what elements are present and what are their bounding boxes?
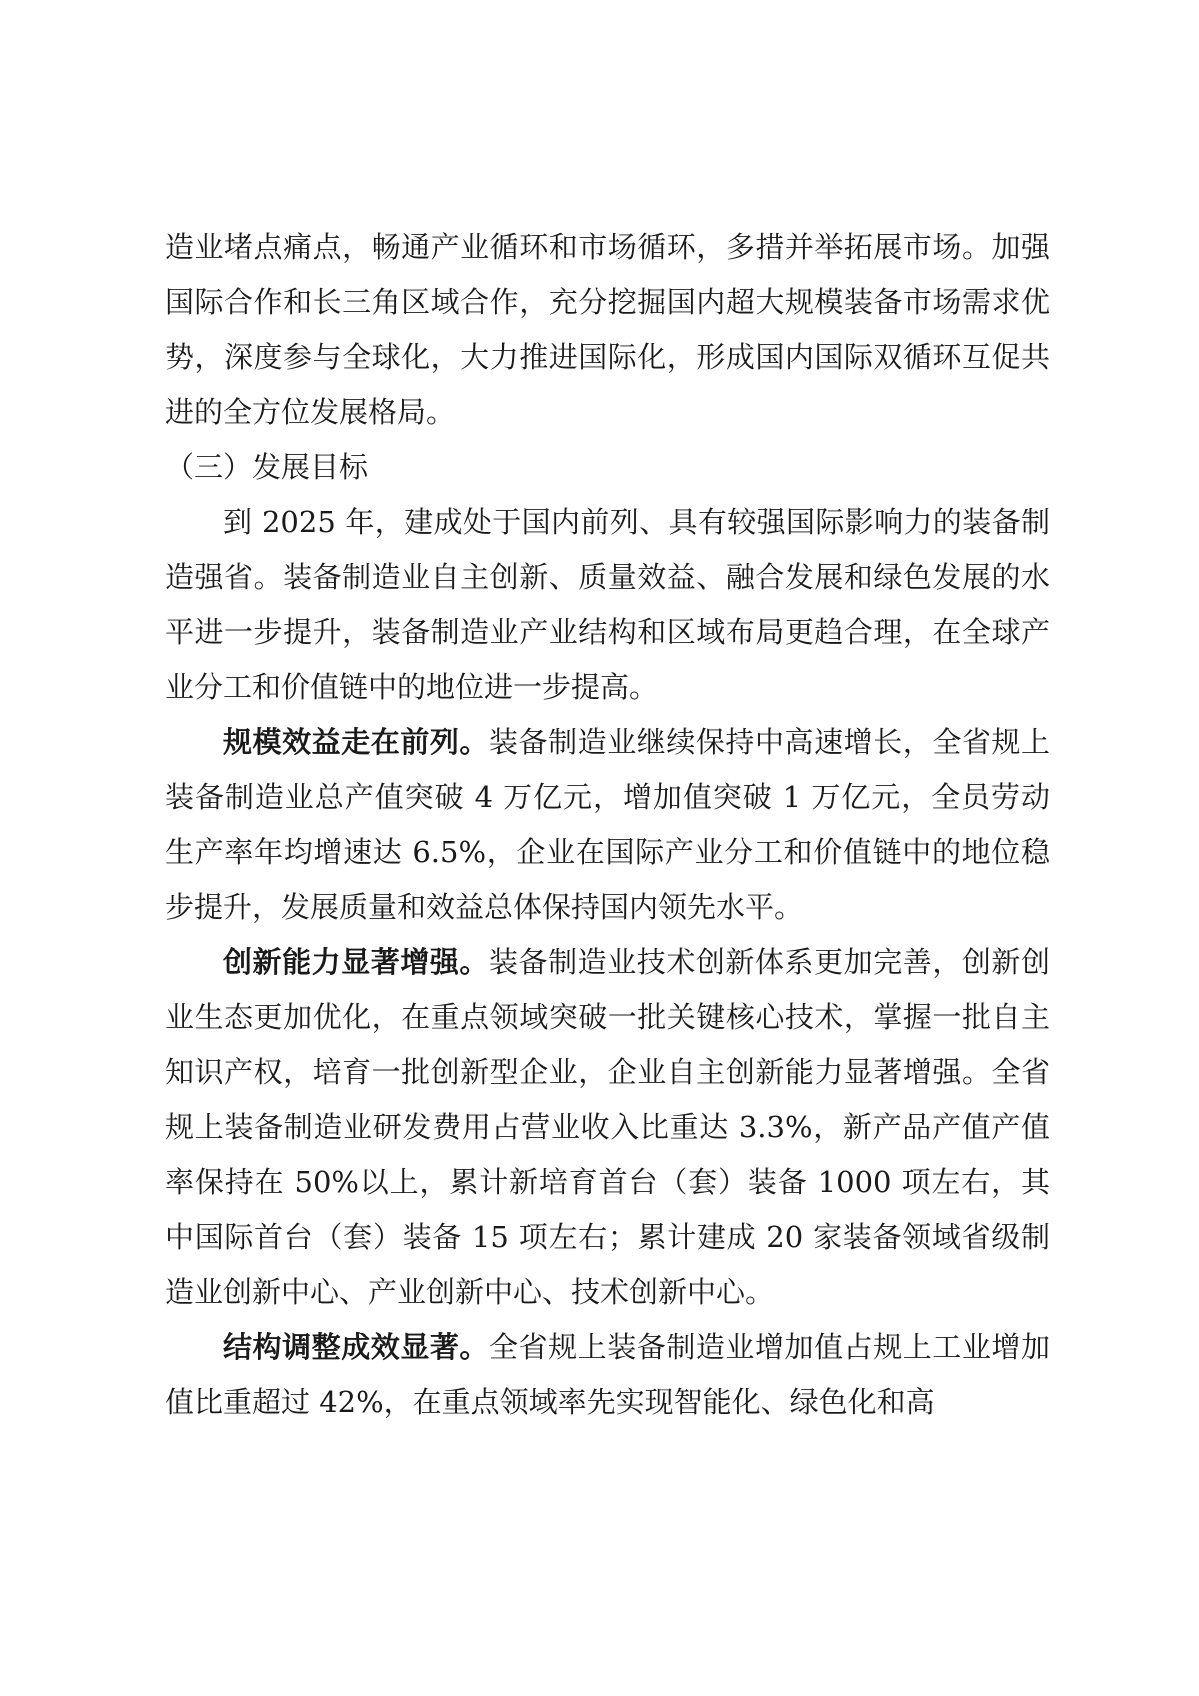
lead-phrase: 结构调整成效显著。	[223, 1330, 489, 1364]
section-heading: （三）发展目标	[165, 450, 369, 484]
paragraph-text: 装备制造业继续保持中高速增长，全省规上装备制造业总产值突破 4 万亿元，增加值突破 1 万亿元，全员劳动生产率年均增速达 6.5%，企业在国际产业分工和价值链中的地位稳步提升，发展质量和效益总体保持国内领先水平。	[165, 725, 1050, 924]
paragraph-text: 装备制造业技术创新体系更加完善，创新创业生态更加优化，在重点领域突破一批关键核心技术，掌握一批自主知识产权，培育一批创新型企业，企业自主创新能力显著增强。全省规上装备制造业研发费用占营业收入比重达 3.3%，新产品产值产值率保持在 50%以上，累计新培育首台（套）装备 1000 项左右，其中国际首台（套）装备 15 项左右；累计建成 20 家装备领域省级制造业创新中心、产业创新中心、技术创新中心。	[165, 945, 1050, 1309]
document-body	[165, 220, 1050, 1430]
paragraph-innovation	[165, 935, 1050, 1320]
lead-phrase: 规模效益走在前列。	[223, 725, 489, 759]
paragraph-structure	[165, 1320, 1050, 1430]
lead-phrase: 创新能力显著增强。	[223, 945, 489, 979]
paragraph-text: 全省规上装备制造业增加值占规上工业增加值比重超过 42%，在重点领域率先实现智能化、绿色化和高	[165, 1330, 1050, 1419]
paragraph-scale-benefit	[165, 715, 1050, 935]
paragraph-goal-overview: 到 2025 年，建成处于国内前列、具有较强国际影响力的装备制造强省。装备制造业自主创新、质量效益、融合发展和绿色发展的水平进一步提升，装备制造业产业结构和区域布局更趋合理，在全球产业分工和价值链中的地位进一步提高。	[165, 505, 1050, 704]
paragraph-continuation: 造业堵点痛点，畅通产业循环和市场循环，多措并举拓展市场。加强国际合作和长三角区域合作，充分挖掘国内超大规模装备市场需求优势，深度参与全球化，大力推进国际化，形成国内国际双循环互促共进的全方位发展格局。	[165, 230, 1050, 429]
